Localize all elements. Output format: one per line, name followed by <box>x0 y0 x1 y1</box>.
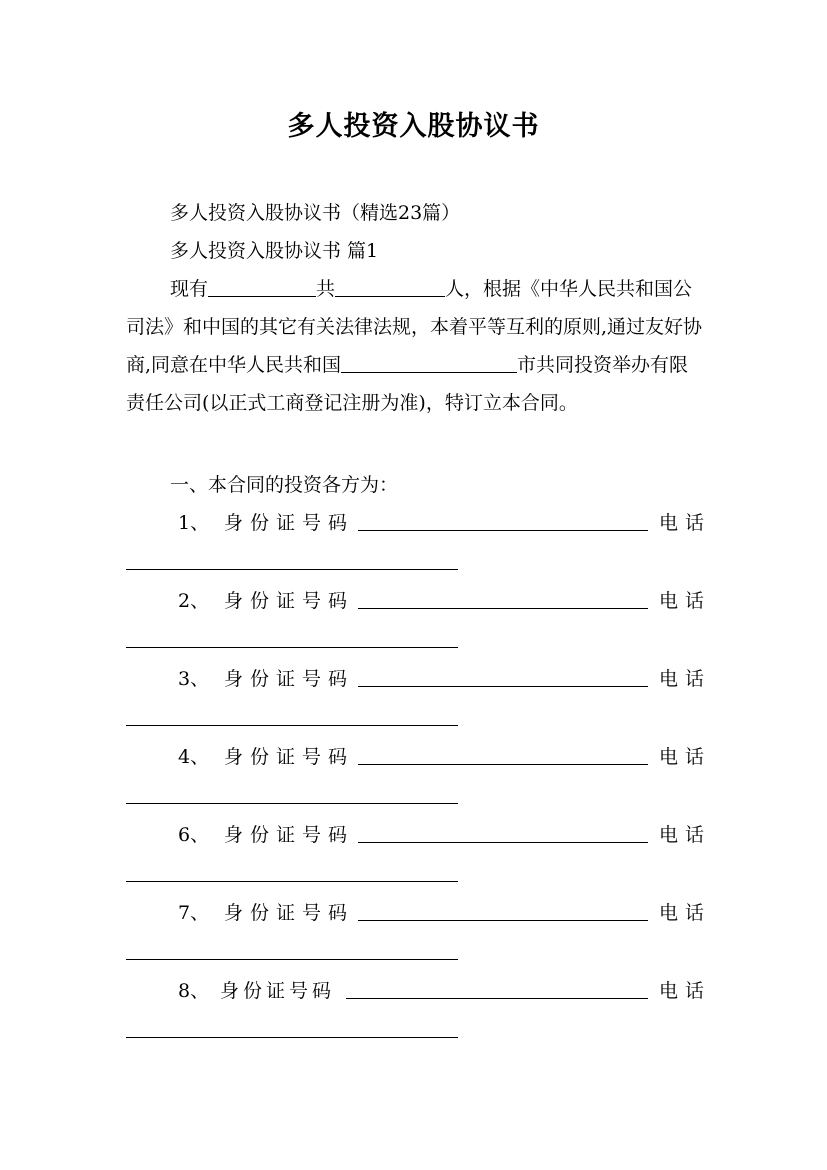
party-number: 7、 <box>178 902 210 924</box>
id-number-blank[interactable] <box>358 920 648 921</box>
party-number: 4、 <box>178 746 210 768</box>
document-title: 多人投资入股协议书 <box>287 111 540 142</box>
intro-text-1: 现有 <box>170 278 209 300</box>
id-label: 身份证号码 <box>224 668 355 690</box>
id-number-blank[interactable] <box>346 998 648 999</box>
tel-label: 电话 <box>658 668 711 690</box>
intro-text-3: 人，根据《中华人民共和 <box>445 278 655 300</box>
id-label: 身份证号码 <box>224 512 355 534</box>
blank-count[interactable] <box>335 274 445 297</box>
tel-blank[interactable] <box>126 647 458 648</box>
tel-label: 电话 <box>658 824 711 846</box>
id-label: 身份证号码 <box>224 824 355 846</box>
intro-paragraph <box>126 270 704 422</box>
blank-city[interactable] <box>341 350 517 373</box>
intro-text-2: 共 <box>316 278 336 300</box>
tel-blank[interactable] <box>126 881 458 882</box>
tel-label: 电话 <box>658 980 711 1002</box>
id-number-blank[interactable] <box>358 764 648 765</box>
id-number-blank[interactable] <box>358 530 648 531</box>
tel-label: 电话 <box>658 746 711 768</box>
id-label: 身份证号码 <box>224 590 355 612</box>
subtitle: 多人投资入股协议书（精选23篇） <box>170 202 461 224</box>
chapter-heading: 多人投资入股协议书 篇1 <box>170 240 379 262</box>
party-number: 6、 <box>178 824 210 846</box>
party-number: 3、 <box>178 668 210 690</box>
tel-blank[interactable] <box>126 725 458 726</box>
party-number: 2、 <box>178 590 210 612</box>
tel-blank[interactable] <box>126 803 458 804</box>
party-row <box>126 508 711 538</box>
party-row <box>126 742 711 772</box>
intro-text-4: 国公司法》和中国的其它有关法律法规，本着平等互利的原则,通过友好协商,同意在中华人民共和国 <box>126 278 703 376</box>
tel-blank[interactable] <box>126 1037 458 1038</box>
id-label: 身份证号码 <box>224 902 355 924</box>
tel-label: 电话 <box>658 512 711 534</box>
id-number-blank[interactable] <box>358 608 648 609</box>
tel-blank[interactable] <box>126 959 458 960</box>
party-row <box>126 586 711 616</box>
party-row <box>126 820 711 850</box>
id-label: 身份证号码 <box>224 746 355 768</box>
party-row <box>126 898 711 928</box>
party-row <box>126 976 711 1006</box>
id-number-blank[interactable] <box>358 842 648 843</box>
intro-text-5: 市共同投资举办有限责任公司(以正式工商登记注册为准)，特订立本合同。 <box>126 354 689 414</box>
tel-label: 电话 <box>658 590 711 612</box>
section-heading: 一、本合同的投资各方为： <box>170 474 399 496</box>
party-number: 1、 <box>178 512 210 534</box>
tel-blank[interactable] <box>126 569 458 570</box>
id-number-blank[interactable] <box>358 686 648 687</box>
tel-label: 电话 <box>658 902 711 924</box>
party-number: 8、 <box>178 980 210 1002</box>
blank-location[interactable] <box>208 274 316 297</box>
id-label: 身份证号码 <box>220 980 336 1002</box>
party-row <box>126 664 711 694</box>
